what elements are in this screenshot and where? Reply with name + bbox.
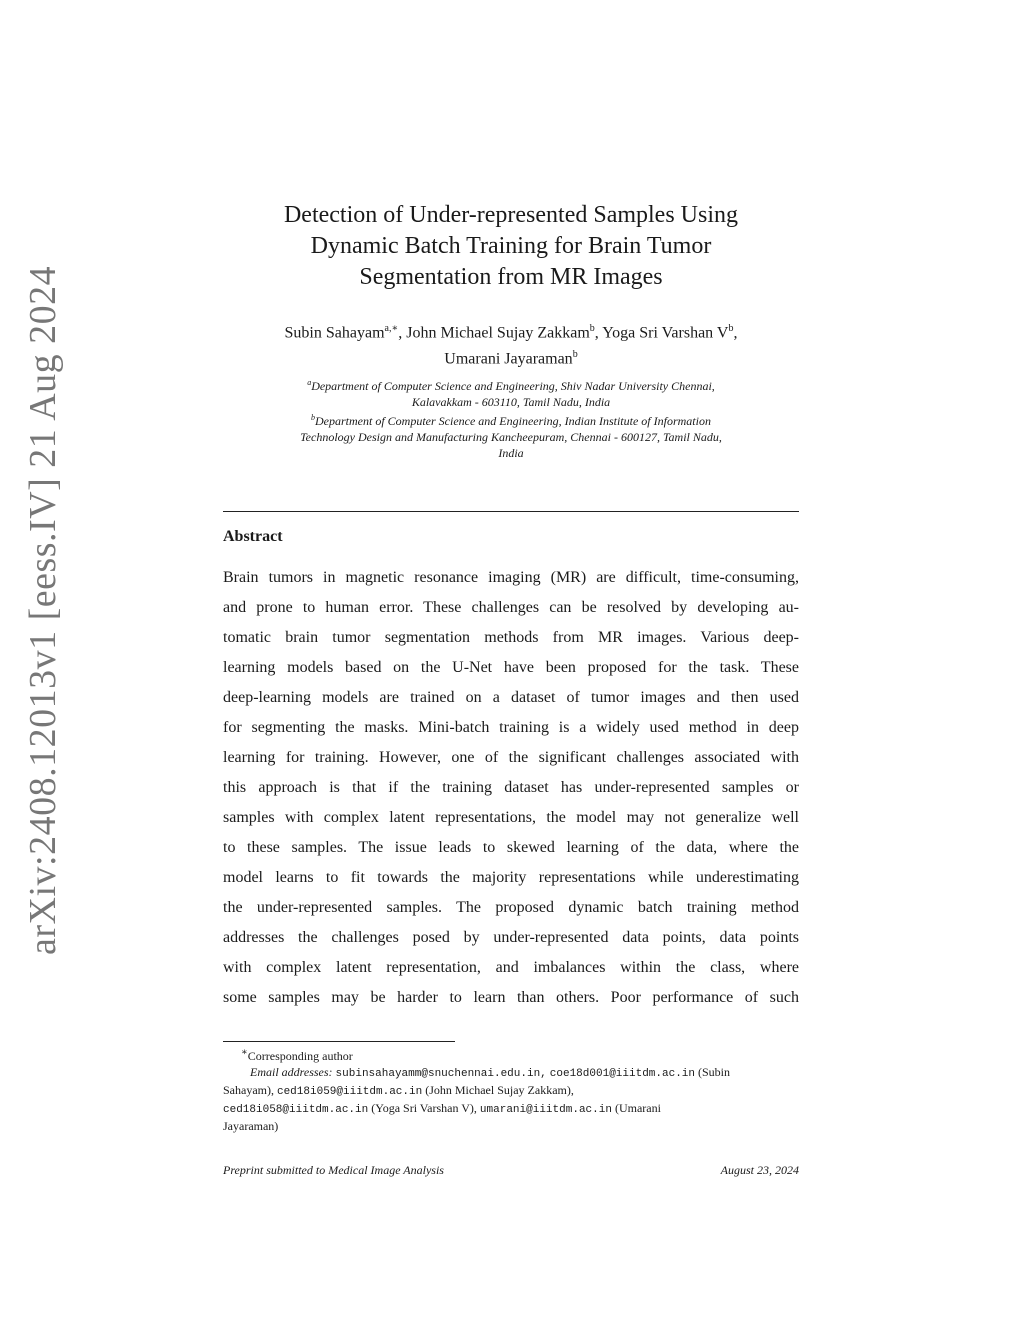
abstract-line: learning for training. However, one of the significant challenges associated with [223,749,799,766]
footer-date: August 23, 2024 [720,1163,799,1177]
abstract-line: and prone to human error. These challenges can be resolved by developing au- [223,599,799,616]
affiliation-text: Department of Computer Science and Engineering, Shiv Nadar University Chennai, [311,379,715,393]
affiliation-mark: b [311,413,316,422]
page-footer [223,1163,799,1178]
author-name: Umarani Jayaraman [444,350,573,368]
preprint-note: Preprint submitted to Medical Image Analysis [223,1163,444,1177]
abstract-line: tomatic brain tumor segmentation methods from MR images. Various deep- [223,629,799,646]
email-owner: Jayaraman) [223,1119,279,1133]
email-owner: (Subin [698,1065,731,1079]
arxiv-identifier: arXiv:2408.12013v1 [eess.IV] 21 Aug 2024 [22,265,64,955]
author-list [223,318,799,371]
email-link[interactable]: subinsahayamm@snuchennai.edu.in, [335,1068,547,1080]
footnote-mark: ∗ [241,1047,248,1058]
email-owner: (Yoga Sri Varshan V), [371,1101,477,1115]
title-line: Detection of Under-represented Samples Using [283,202,739,228]
abstract-line: to these samples. The issue leads to skewed learning of the data, where the [223,839,799,856]
abstract-top-rule [223,511,799,512]
author-affiliation-mark: b [589,323,595,334]
abstract-line: addresses the challenges posed by under-represented data points, data points [223,929,799,946]
abstract-line: this approach is that if the training dataset has under-represented samples or [223,779,799,796]
affiliation-text: India [498,446,524,460]
author-affiliation-mark: a,∗ [384,323,399,334]
affiliation-text: Department of Computer Science and Engineering, Indian Institute of Information [315,414,711,428]
corresponding-author-note: Corresponding author [247,1049,353,1063]
abstract-line: for segmenting the masks. Mini-batch training is a widely used method in deep [223,719,799,736]
title-line: Dynamic Batch Training for Brain Tumor [310,233,712,259]
footnote-rule [223,1041,455,1042]
email-link[interactable]: coe18d001@iiitdm.ac.in [549,1068,696,1080]
abstract-line: Brain tumors in magnetic resonance imaging (MR) are difficult, time-consuming, [223,569,799,586]
affiliation-mark: a [307,378,312,387]
email-owner: (John Michael Sujay Zakkam), [425,1083,574,1097]
affiliation-text: Technology Design and Manufacturing Kancheepuram, Chennai - 600127, Tamil Nadu, [300,430,722,444]
abstract-body [223,563,799,1013]
abstract-heading: Abstract [223,528,283,545]
affiliation-text: Kalavakkam - 603110, Tamil Nadu, India [411,395,611,409]
email-link[interactable]: ced18i059@iiitdm.ac.in [276,1086,423,1098]
abstract-line: some samples may be harder to learn than others. Poor performance of such [223,989,799,1006]
email-owner: Sahayam), [223,1083,274,1097]
author-affiliation-mark: b [572,349,578,361]
abstract-line: deep-learning models are trained on a dataset of tumor images and then used [223,689,799,706]
author-name: , Yoga Sri Varshan V [594,324,729,342]
author-name: , John Michael Sujay Zakkam [398,324,590,342]
author-separator: , [733,324,738,342]
abstract-line: the under-represented samples. The proposed dynamic batch training method [223,899,799,916]
abstract-line: model learns to fit towards the majority representations while underestimating [223,869,799,886]
abstract-line: with complex latent representation, and imbalances within the class, where [223,959,799,976]
abstract-line: samples with complex latent representations, the model may not generalize well [223,809,799,826]
abstract-line: learning models based on the U-Net have been proposed for the task. These [223,659,799,676]
footnotes [223,1045,799,1134]
email-link[interactable]: ced18i058@iiitdm.ac.in [223,1104,369,1116]
author-affiliation-mark: b [728,323,734,334]
paper-title [223,200,799,293]
author-name: Subin Sahayam [284,324,385,342]
affiliations [223,375,799,461]
title-line: Segmentation from MR Images [359,264,663,290]
email-label: Email addresses: [250,1065,333,1079]
email-owner: (Umarani [614,1101,661,1115]
email-link[interactable]: umarani@iiitdm.ac.in [479,1104,612,1116]
